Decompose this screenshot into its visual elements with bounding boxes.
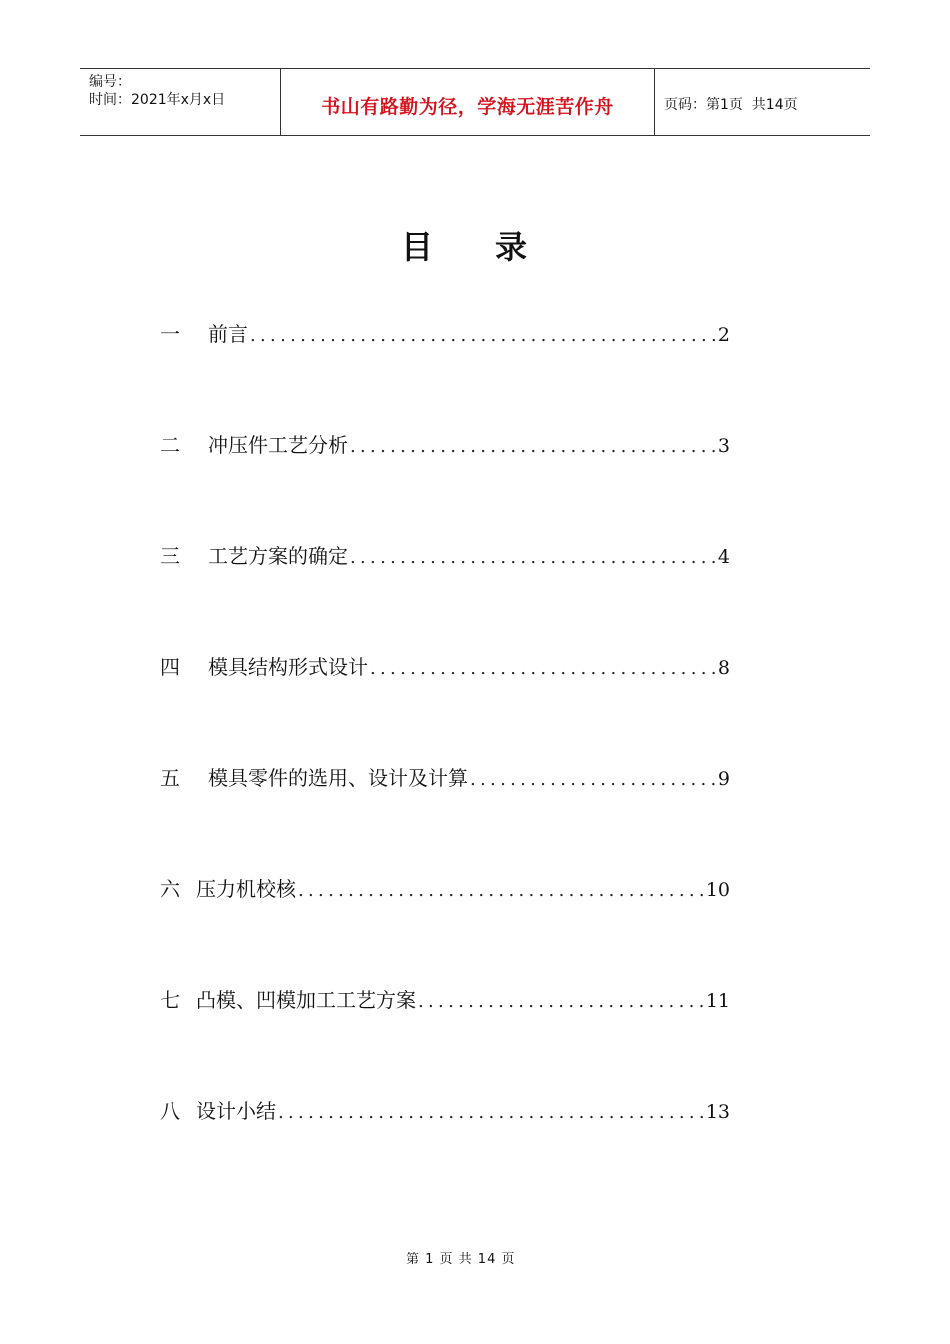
toc-entry-1[interactable] [160, 318, 730, 348]
toc-entry-title: 前言 [208, 322, 248, 346]
toc-entry-7[interactable] [160, 984, 730, 1014]
toc-entry-2[interactable] [160, 429, 730, 459]
header-page-info: 页码：第1页 共14页 [664, 97, 798, 113]
toc-entry-page: 13 [705, 1101, 730, 1123]
toc-entry-number: 五 [160, 766, 180, 790]
toc-entry-number: 七 [160, 988, 180, 1012]
toc-entry-page: 4 [717, 546, 730, 568]
toc-entry-title: 模具结构形式设计 [208, 655, 368, 679]
toc-entry-8[interactable] [160, 1095, 730, 1125]
toc-entry-page: 10 [705, 879, 730, 901]
page-header [80, 68, 870, 136]
toc-entry-page: 2 [717, 324, 730, 346]
toc-entry-3[interactable] [160, 540, 730, 570]
toc-leader-dots [278, 1102, 704, 1123]
toc-entry-number: 八 [160, 1099, 180, 1123]
toc-entry-title: 模具零件的选用、设计及计算 [208, 766, 468, 790]
toc-leader-dots [418, 991, 704, 1012]
toc-entry-title: 工艺方案的确定 [208, 544, 348, 568]
toc-entry-5[interactable] [160, 762, 730, 792]
header-motto: 书山有路勤为径，学海无涯苦作舟 [281, 69, 655, 135]
toc-entry-page: 11 [705, 990, 730, 1012]
page-footer: 第 1 页 共 14 页 [406, 1252, 516, 1267]
toc-entry-page: 3 [717, 435, 730, 457]
toc-entry-page: 9 [717, 768, 730, 790]
toc-leader-dots [370, 658, 716, 679]
header-number-label: 编号： [89, 74, 131, 90]
toc-entry-title: 冲压件工艺分析 [208, 433, 348, 457]
toc-leader-dots [298, 880, 704, 901]
toc-entry-number: 三 [160, 544, 180, 568]
toc-entry-title: 凸模、凹模加工工艺方案 [196, 988, 416, 1012]
toc-entry-number: 四 [160, 655, 180, 679]
toc-entry-page: 8 [717, 657, 730, 679]
toc-entry-number: 一 [160, 322, 180, 346]
toc-entry-title: 压力机校核 [196, 877, 296, 901]
toc-leader-dots [350, 436, 716, 457]
toc-leader-dots [250, 325, 716, 346]
page-title: 目录 [400, 228, 589, 266]
toc-entry-number: 二 [160, 433, 180, 457]
toc-entry-6[interactable] [160, 873, 730, 903]
toc-leader-dots [350, 547, 716, 568]
toc-entry-4[interactable] [160, 651, 730, 681]
toc-leader-dots [470, 769, 716, 790]
header-meta [80, 69, 281, 135]
toc-entry-title: 设计小结 [196, 1099, 276, 1123]
header-date-label: 时间：2021年x月x日 [89, 92, 226, 108]
toc-entry-number: 六 [160, 877, 180, 901]
